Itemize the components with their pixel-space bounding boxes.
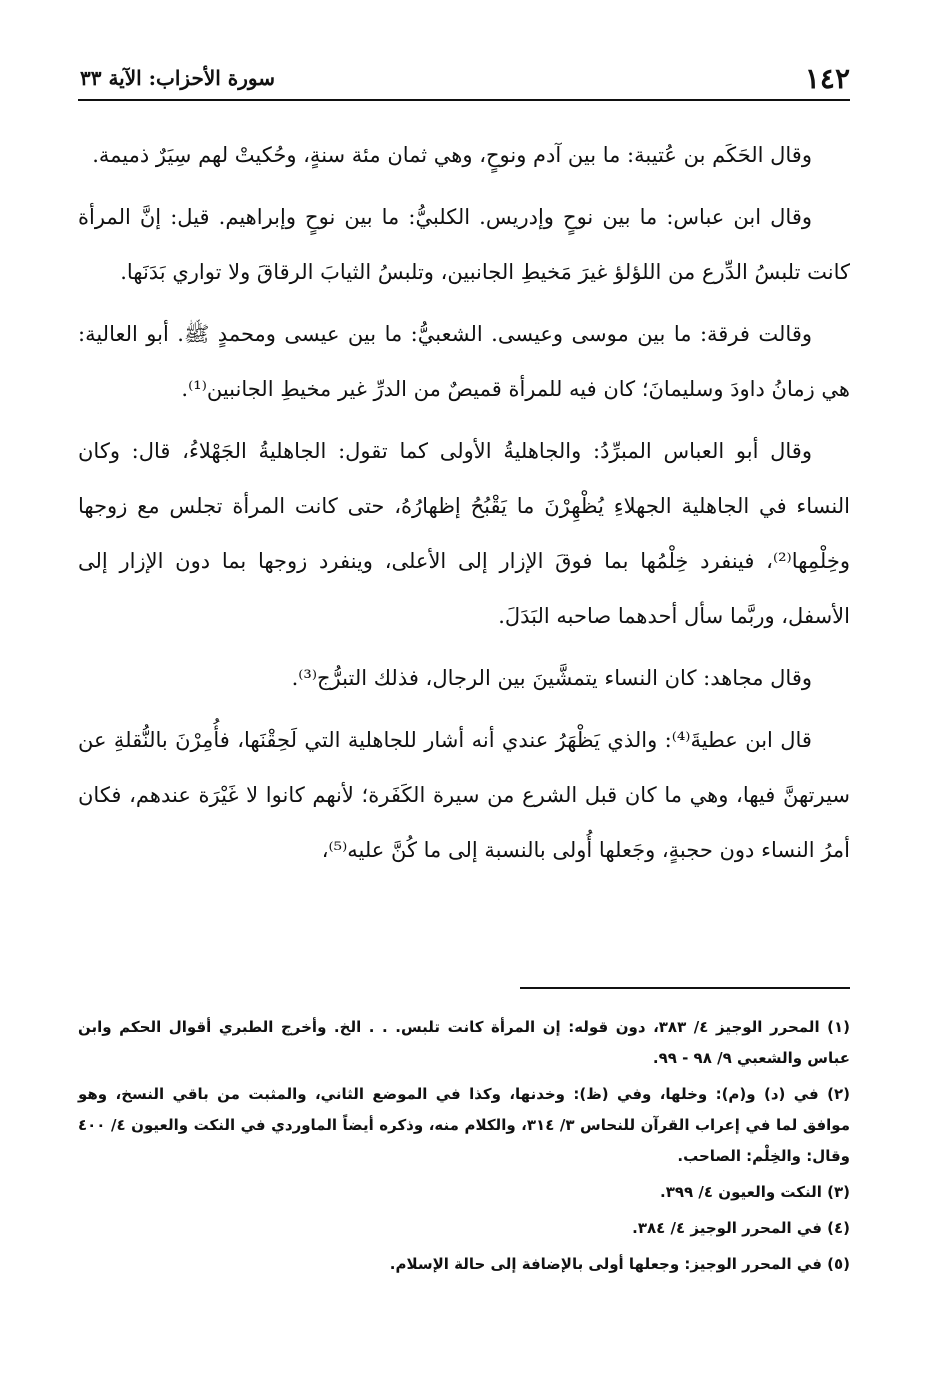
footnotes	[78, 1012, 850, 1280]
paragraph: وقال الحَكَم بن عُتيبة: ما بين آدم ونوحٍ، وهي ثمان مئة سنةٍ، وحُكيتْ لهم سِيَرٌ ذميمة.	[92, 143, 812, 167]
page-header	[80, 60, 850, 96]
main-text	[78, 128, 850, 878]
footnote-separator	[520, 987, 850, 989]
footnote: (٣) النكت والعيون ٤/ ٣٩٩.	[660, 1183, 850, 1201]
paragraph: قال ابن عطيةَ⁽⁴⁾: والذي يَظْهَرُ عندي أنه أشار للجاهلية التي لَحِقْنَها، فأُمِرْنَ بالنُّقلةِ عن سيرتهنَّ فيها، وهي ما كان قبل الشرع من سيرة الكَفَرة؛ لأنهم كانوا لا غَيْرَة عندهم، فكان أمرُ النساء دون حجبةٍ، وجَعلها أُولى بالنسبة إلى ما كُنَّ عليه⁽⁵⁾،	[78, 728, 850, 862]
running-title: سورة الأحزاب: الآية ٣٣	[80, 66, 275, 90]
paragraph: وقال أبو العباس المبرِّدُ: والجاهليةُ الأولى كما تقول: الجاهليةُ الجَهْلاءُ، قال: وكان النساء في الجاهلية الجهلاءِ يُظْهِرْنَ ما يَقْبُحُ إظهارُهُ، حتى كانت المرأة تجلس مع زوجها وخِلْمِها⁽²⁾، فينفرد خِلْمُها بما فوقَ الإزار إلى الأعلى، وينفرد زوجها بما دون الإزار إلى الأسفل، وربَّما سأل أحدهما صاحبه البَدَلَ.	[78, 439, 850, 628]
page-number: ١٤٢	[804, 62, 850, 95]
footnote: (١) المحرر الوجيز ٤/ ٣٨٣، دون قوله: إن المرأة كانت تلبس. . . الخ. وأخرج الطبري أقوال الحكم وابن عباس والشعبي ٩/ ٩٨ - ٩٩.	[78, 1018, 851, 1067]
paragraph: وقالت فرقة: ما بين موسى وعيسى. الشعبيُّ: ما بين عيسى ومحمدٍ ﷺ. أبو العالية: هي زمانُ داودَ وسليمانَ؛ كان فيه للمرأة قميصٌ من الدرِّ غير مخيطِ الجانبين⁽¹⁾.	[78, 322, 850, 401]
header-rule	[78, 99, 850, 101]
footnote: (٤) في المحرر الوجيز ٤/ ٣٨٤.	[632, 1219, 850, 1237]
paragraph: وقال ابن عباس: ما بين نوحٍ وإدريس. الكلبيُّ: ما بين نوحٍ وإبراهيم. قيل: إنَّ المرأة كانت تلبسُ الدِّرع من اللؤلؤ غيرَ مَخيطِ الجانبين، وتلبسُ الثيابَ الرقاقَ ولا تواري بَدَنَها.	[78, 205, 850, 284]
footnote: (٥) في المحرر الوجيز: وجعلها أولى بالإضافة إلى حالة الإسلام.	[389, 1255, 850, 1273]
paragraph: وقال مجاهد: كان النساء يتمشَّينَ بين الرجال، فذلك التبرُّج⁽³⁾.	[291, 666, 812, 690]
footnote: (٢) في (د) و(م): وخلها، وفي (ظ): وخدنها، وكذا في الموضع الثاني، والمثبت من باقي النسخ، وهو موافق لما في إعراب القرآن للنحاس ٣/ ٣١٤، والكلام منه، وذكره أيضاً الماوردي في النكت والعيون ٤/ ٤٠٠ وقال: والخِلْم: الصاحب.	[78, 1085, 850, 1165]
